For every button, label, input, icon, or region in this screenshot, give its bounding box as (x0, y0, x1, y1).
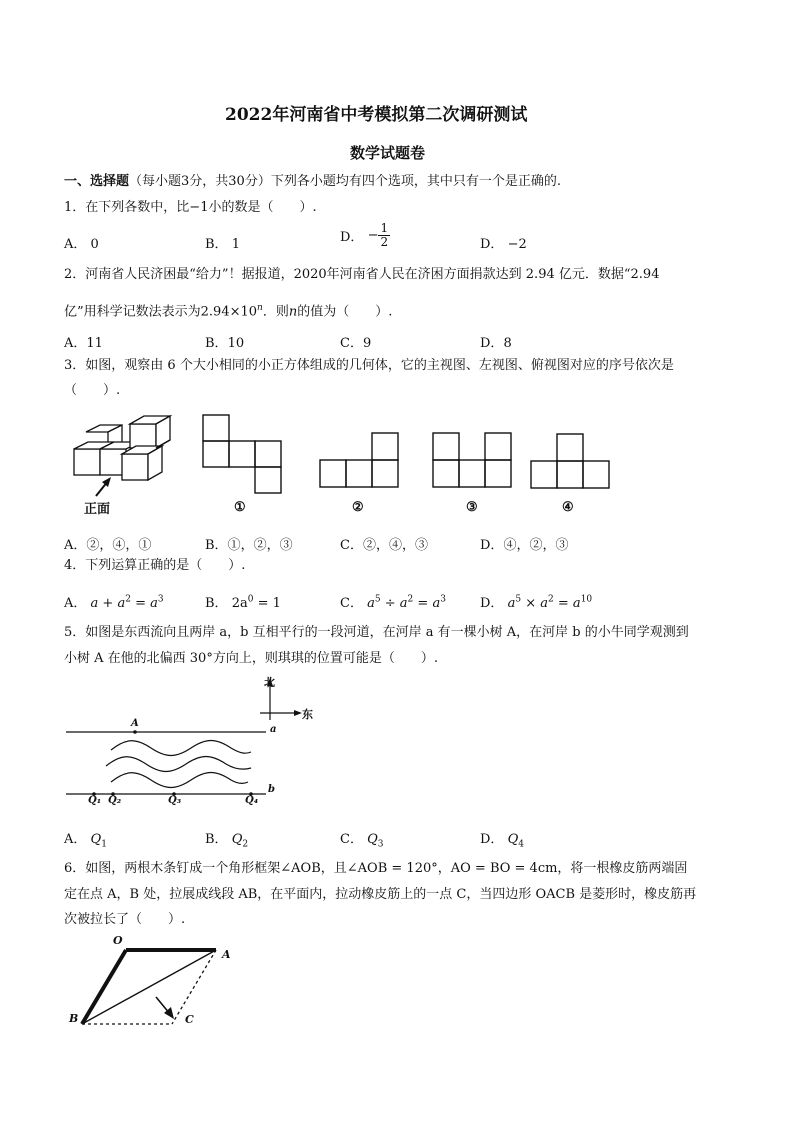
q3-solid-figure (70, 412, 180, 492)
point-o-label: O (113, 934, 123, 947)
north-label: 北 (264, 676, 275, 689)
view-label-3: ③ (466, 500, 478, 515)
east-label: 东 (302, 708, 313, 721)
bank-a-label: a (270, 724, 277, 735)
point-c-label: C (185, 1013, 194, 1026)
q6-stem-line2: 定在点 A，B 处，拉展成线段 AB，在平面内，拉动橡皮筋上的一点 C，当四边形 OACB 是菱形时，橡皮筋再 (64, 887, 697, 902)
front-arrow-icon (90, 476, 120, 500)
q6-stem-line1: 6．如图，两根木条钉成一个角形框架∠AOB，且∠AOB = 120°，AO = BO = 4cm，将一根橡皮筋两端固 (64, 861, 688, 876)
point-a-label: A (222, 948, 231, 961)
q3-view-2 (319, 432, 399, 488)
q4-option-a[interactable]: A． $a + a^2 = a^3$ (64, 594, 164, 611)
point-b-label: B (69, 1012, 79, 1025)
q1-stem (64, 199, 317, 217)
q4-stem: 4．下列运算正确的是（ ）. (64, 558, 246, 573)
q4-option-c[interactable]: C． $a^5 \div a^2 = a^3$ (340, 594, 446, 611)
q3-option-c[interactable]: C．②，④，③ (340, 538, 428, 553)
fraction: $\frac{1}{2}$ (380, 221, 389, 249)
point-q3: Q₃ (168, 795, 182, 806)
q5-option-d[interactable]: D． $Q_4$ (480, 832, 524, 850)
q3-view-4 (530, 433, 612, 489)
q3-stem-line2: （ ）. (64, 383, 121, 398)
page-subtitle: 数学试题卷 (350, 144, 426, 162)
section-heading (64, 173, 561, 191)
tree-label: A (131, 718, 139, 729)
q4-option-d[interactable]: D． $a^5 \times a^2 = a^{10}$ (480, 594, 593, 611)
q1-value: −1 (189, 200, 209, 215)
q5-option-c[interactable]: C． $Q_3$ (340, 832, 384, 850)
q3-option-d[interactable]: D．④，②，③ (480, 538, 569, 553)
q1-option-c[interactable]: D． − $\frac{1}{2}$ (340, 221, 389, 249)
point-q4: Q₄ (245, 795, 259, 806)
q4-option-b[interactable]: B． $2a^0 = 1$ (205, 594, 281, 611)
q3-option-b[interactable]: B．①，②，③ (205, 538, 293, 553)
q5-option-a[interactable]: A． $Q_1$ (64, 832, 107, 850)
q1-text-end: 小的数是（ ）. (208, 200, 317, 215)
view-label-4: ④ (562, 500, 574, 515)
q3-view-1 (202, 414, 282, 494)
bank-b-label: b (268, 784, 275, 795)
q1-text: 在下列各数中，比 (85, 200, 190, 215)
q2-option-d[interactable]: D．8 (480, 336, 512, 351)
q3-view-3 (432, 432, 512, 488)
point-q1: Q₁ (88, 795, 102, 806)
q6-stem-line3: 次被拉长了（ ）. (64, 912, 186, 927)
q1-option-b[interactable]: B． 1 (205, 237, 240, 252)
point-q2: Q₂ (108, 795, 122, 806)
q3-stem-line1: 3．如图，观察由 6 个大小相同的小正方体组成的几何体，它的主视图、左视图、俯视图对应的序号依次是 (64, 358, 674, 373)
q5-stem-line1: 5．如图是东西流向且两岸 a，b 互相平行的一段河道，在河岸 a 有一棵小树 A，在河岸 b 的小牛同学观测到 (64, 625, 689, 640)
rhombus-figure (70, 938, 230, 1028)
view-label-1: ① (234, 500, 246, 515)
q1-option-a[interactable]: A． 0 (64, 237, 99, 252)
q5-stem-line2: 小树 A 在他的北偏西 30°方向上，则琪琪的位置可能是（ ）. (64, 651, 438, 666)
q1-option-d[interactable]: D． −2 (480, 237, 527, 252)
q2-option-b[interactable]: B．10 (205, 336, 245, 351)
q2-stem-line1: 2．河南省人民济困最“给力”！据报道，2020年河南省人民在济困方面捐款达到 2.94 亿元．数据“2.94 (64, 267, 660, 282)
q5-option-b[interactable]: B． $Q_2$ (205, 832, 249, 850)
q2-stem-line2: 亿”用科学记数法表示为$2.94\times 10^n$．则n的值为（ ）. (64, 303, 393, 320)
section-note: （每小题3分，共30分）下列各小题均有四个选项，其中只有一个是正确的. (129, 174, 561, 189)
section-title: 一、选择题 (64, 174, 130, 189)
front-label: 正面 (84, 502, 111, 517)
q2-option-c[interactable]: C．9 (340, 336, 372, 351)
view-label-2: ② (352, 500, 364, 515)
q3-option-a[interactable]: A．②，④，① (64, 538, 152, 553)
q1-number: 1． (64, 200, 86, 215)
q2-option-a[interactable]: A．11 (64, 336, 103, 351)
page-title: 2022年河南省中考模拟第二次调研测试 (225, 105, 528, 125)
